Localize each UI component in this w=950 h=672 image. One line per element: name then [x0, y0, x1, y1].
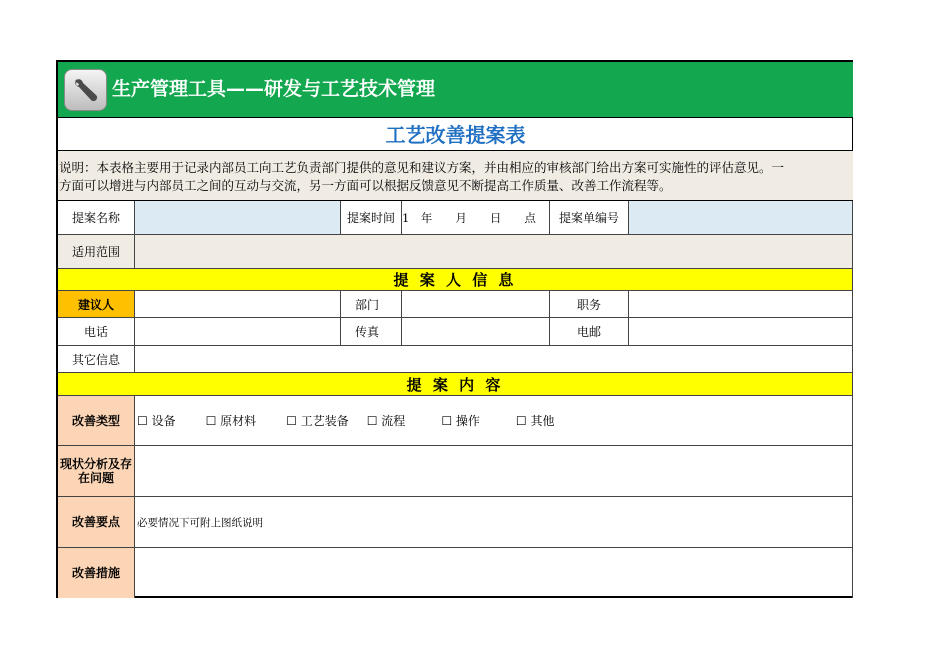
checkbox-process-equipment[interactable]: ☐ 工艺装备 — [286, 414, 349, 428]
proposal-number-field[interactable] — [629, 201, 853, 235]
header-banner — [58, 62, 853, 117]
scope-label: 适用范围 — [58, 235, 135, 269]
proposal-sheet — [56, 60, 853, 598]
key-points-field[interactable]: 必要情况下可附上图纸说明 — [135, 497, 853, 548]
position-label: 职务 — [550, 291, 629, 318]
suggester-field[interactable] — [135, 291, 341, 318]
checkbox-raw-material[interactable]: ☐ 原材料 — [205, 414, 257, 428]
measures-field[interactable] — [135, 548, 853, 598]
checkbox-workflow[interactable]: ☐ 流程 — [366, 414, 406, 428]
analysis-label-line-2: 在问题 — [77, 471, 114, 485]
wrench-icon — [64, 69, 107, 111]
scope-field[interactable] — [135, 235, 853, 269]
measures-label: 改善措施 — [58, 548, 135, 598]
analysis-label-line-1: 现状分析及存 — [59, 457, 132, 471]
other-info-label: 其它信息 — [58, 346, 135, 373]
phone-field[interactable] — [135, 318, 341, 346]
proposal-number-label: 提案单编号 — [550, 201, 629, 235]
proposer-section-header: 提 案 人 信 息 — [58, 269, 853, 291]
form-description — [58, 151, 853, 201]
improvement-type-label: 改善类型 — [58, 396, 135, 446]
form-title: 工艺改善提案表 — [58, 117, 853, 151]
checkbox-equipment[interactable]: ☐ 设备 — [137, 414, 176, 428]
checkbox-other[interactable]: ☐ 其他 — [515, 414, 555, 428]
proposal-time-field[interactable]: 1 年 月 日 点 — [402, 201, 550, 235]
department-field[interactable] — [402, 291, 550, 318]
improvement-type-options — [135, 396, 853, 446]
position-field[interactable] — [629, 291, 853, 318]
proposal-name-field[interactable] — [135, 201, 341, 235]
department-label: 部门 — [341, 291, 402, 318]
content-section-header: 提 案 内 容 — [58, 373, 853, 396]
description-line-1: 说明：本表格主要用于记录内部员工向工艺负责部门提供的意见和建议方案，并由相应的审核部门给出方案可实施性的评估意见。一 — [59, 160, 785, 175]
header-title: 生产管理工具——研发与工艺技术管理 — [112, 78, 436, 100]
description-line-2: 方面可以增进与内部员工之间的互动与交流，另一方面可以根据反馈意见不断提高工作质量、改善工作流程等。 — [59, 178, 672, 193]
fax-label: 传真 — [341, 318, 402, 346]
key-points-label: 改善要点 — [58, 497, 135, 548]
email-label: 电邮 — [550, 318, 629, 346]
email-field[interactable] — [629, 318, 853, 346]
proposal-time-label: 提案时间 — [341, 201, 402, 235]
phone-label: 电话 — [58, 318, 135, 346]
analysis-field[interactable] — [135, 446, 853, 497]
checkbox-operation[interactable]: ☐ 操作 — [441, 414, 480, 428]
analysis-label — [58, 446, 135, 497]
fax-field[interactable] — [402, 318, 550, 346]
suggester-label: 建议人 — [58, 291, 135, 318]
proposal-name-label: 提案名称 — [58, 201, 135, 235]
other-info-field[interactable] — [135, 346, 853, 373]
